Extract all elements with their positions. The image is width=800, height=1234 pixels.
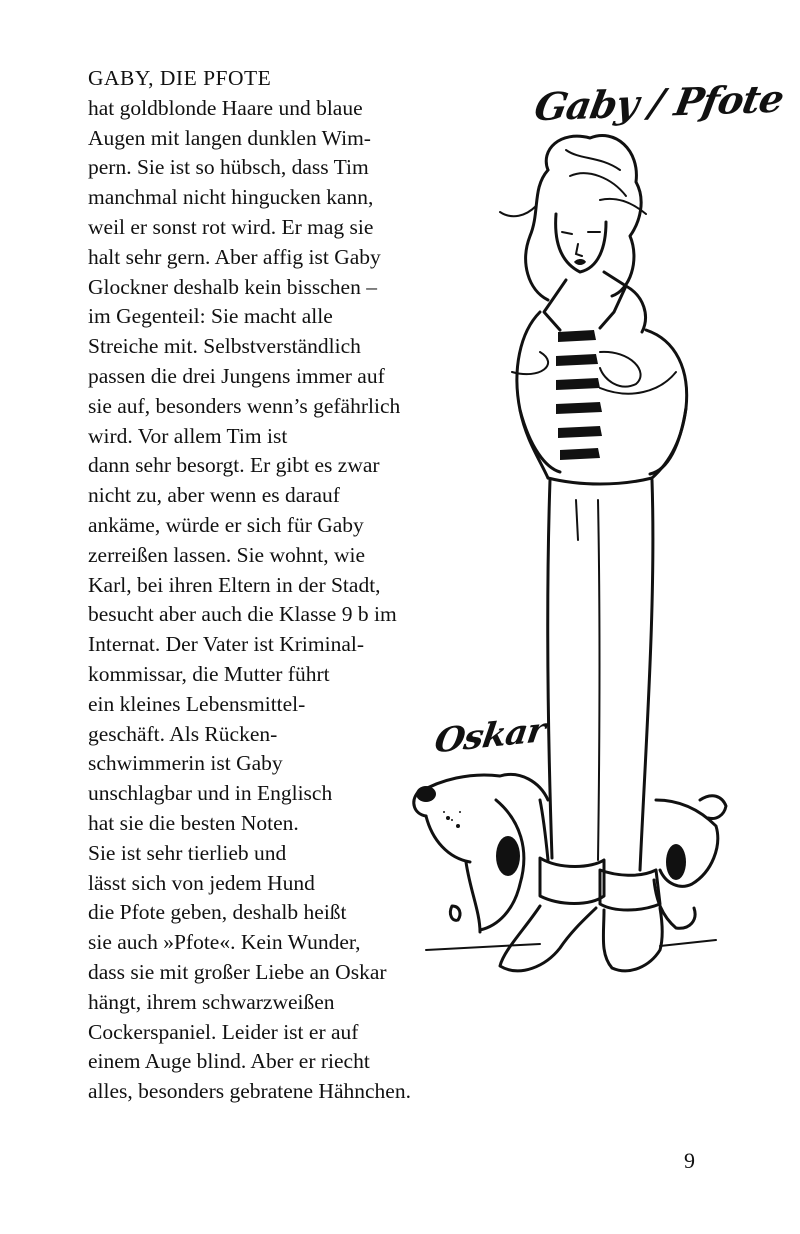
body-line: hängt, ihrem schwarzweißen xyxy=(88,989,335,1014)
body-line: hat goldblonde Haare und blaue xyxy=(88,95,363,120)
body-line: sie auf, besonders wenn’s gefährlich xyxy=(88,393,401,418)
body-line: dass sie mit großer Liebe an Oskar xyxy=(88,959,387,984)
body-line: geschäft. Als Rücken- xyxy=(88,721,278,746)
body-line: Streiche mit. Selbstverständlich xyxy=(88,334,361,359)
body-line: Karl, bei ihren Eltern in der Stadt, xyxy=(88,572,381,597)
body-line: schwimmerin ist Gaby xyxy=(88,751,283,776)
body-line: nicht zu, aber wenn es darauf xyxy=(88,483,340,508)
body-line: Internat. Der Vater ist Kriminal- xyxy=(88,632,365,657)
body-line: Glockner deshalb kein bisschen – xyxy=(88,274,377,299)
body-line: zerreißen lassen. Sie wohnt, wie xyxy=(88,542,366,567)
body-line: dann sehr besorgt. Er gibt es zwar xyxy=(88,453,380,478)
body-line: hat sie die besten Noten. xyxy=(88,810,299,835)
body-line: pern. Sie ist so hübsch, dass Tim xyxy=(88,155,369,180)
body-line: kommissar, die Mutter führt xyxy=(88,661,330,686)
body-line: manchmal nicht hingucken kann, xyxy=(88,185,374,210)
body-line: halt sehr gern. Aber affig ist Gaby xyxy=(88,244,381,269)
body-line: sie auch »Pfote«. Kein Wunder, xyxy=(88,930,361,955)
body-line: Cockerspaniel. Leider ist er auf xyxy=(88,1019,359,1044)
body-line: weil er sonst rot wird. Er mag sie xyxy=(88,214,374,239)
body-line: einem Auge blind. Aber er riecht xyxy=(88,1049,370,1074)
body-line: wird. Vor allem Tim ist xyxy=(88,423,288,448)
body-line: alles, besonders gebratene Hähnchen. xyxy=(88,1079,411,1104)
body-line: Augen mit langen dunklen Wim- xyxy=(88,125,371,150)
section-heading: GABY, DIE PFOTE xyxy=(88,66,272,90)
body-line: die Pfote geben, deshalb heißt xyxy=(88,900,347,925)
body-line: unschlagbar und in Englisch xyxy=(88,781,333,806)
body-line: im Gegenteil: Sie macht alle xyxy=(88,304,333,329)
character-description xyxy=(88,64,508,1107)
body-line: Sie ist sehr tierlieb und xyxy=(88,840,287,865)
caption-gaby-pfote: Gaby / Pfote xyxy=(531,75,787,130)
body-line: ankäme, würde er sich für Gaby xyxy=(88,512,364,537)
caption-oskar: Oskar xyxy=(432,710,548,762)
body-line: ein kleines Lebensmittel- xyxy=(88,691,306,716)
body-line: passen die drei Jungens immer auf xyxy=(88,363,385,388)
page-number: 9 xyxy=(684,1148,695,1173)
body-line: besucht aber auch die Klasse 9 b im xyxy=(88,602,397,627)
body-line: lässt sich von jedem Hund xyxy=(88,870,315,895)
